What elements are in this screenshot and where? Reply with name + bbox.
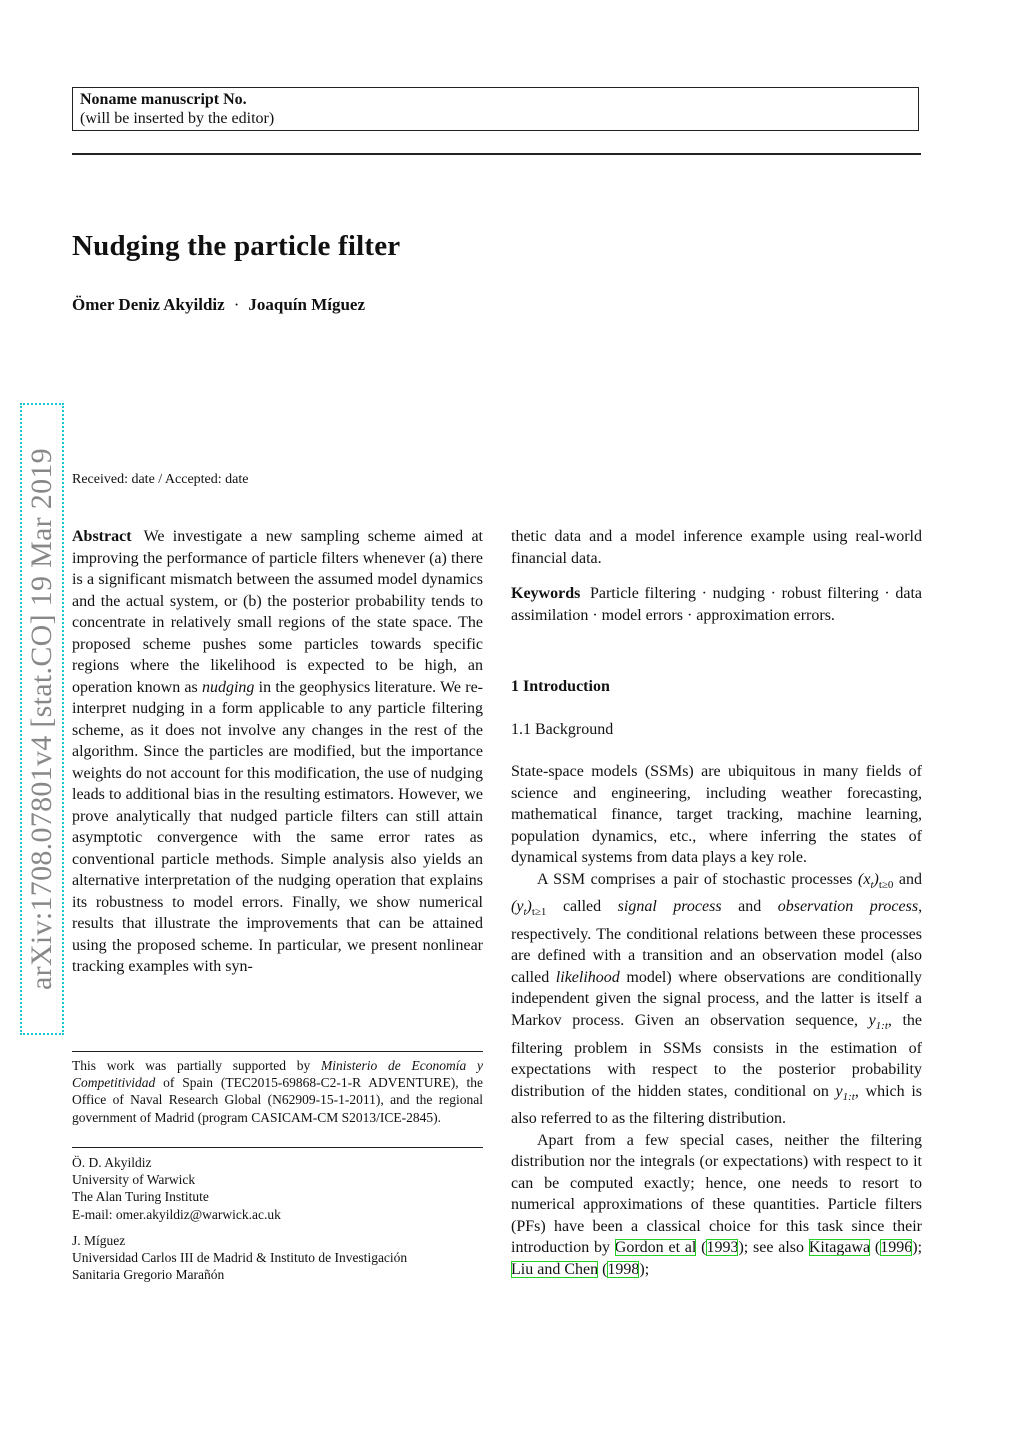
author-2: Joaquín Míguez bbox=[248, 295, 366, 314]
citation-liu-chen[interactable]: Liu and Chen bbox=[511, 1260, 599, 1278]
citation-gordon[interactable]: Gordon et al bbox=[614, 1239, 697, 1257]
email-link[interactable]: E-mail: omer.akyildiz@warwick.ac.uk bbox=[72, 1206, 281, 1222]
arxiv-stamp[interactable]: arXiv:1708.07801v4 [stat.CO] 19 Mar 2019 bbox=[25, 448, 58, 990]
right-column bbox=[511, 526, 922, 1280]
keywords-text: Particle filtering · nudging · robust filtering · data assimilation · model errors · approximation errors. bbox=[511, 585, 923, 624]
section-heading: 1 Introduction bbox=[511, 678, 610, 695]
abstract-text-2: in the geophysics literature. We re-interpret nudging in a form applicable to any particle filtering scheme, as it does not involve any changes in the rest of the algorithm. Since the particles are modified, but the importance weights do not account for this modification, the use of nudging leads to additional bias in the resulting estimators. However, we prove analytically that nudged particle filters can still attain asymptotic convergence with the same error rates as conventional particle methods. Simple analysis also yields an alternative interpretation of the nudging operation that explains its robustness to model errors. Finally, we show numerical results that illustrate the improvements that can be attained using the proposed scheme. In particular, we present nonlinear tracking examples with syn- bbox=[72, 678, 484, 975]
abstract bbox=[72, 526, 483, 978]
author-separator: · bbox=[233, 295, 240, 314]
intro-paragraph-1: State-space models (SSMs) are ubiquitous in many fields of science and engineering, including weather forecasting, mathematical finance, target tracking, machine learning, population dynamics, etc., where inferring the states of dynamical systems from data plays a key role. bbox=[511, 763, 922, 866]
author-1: Ömer Deniz Akyildiz bbox=[72, 295, 225, 314]
manuscript-box bbox=[72, 87, 919, 131]
affiliation-miguez: J. Míguez Universidad Carlos III de Madrid & Instituto de Investigación Sanitaria Gregorio Marañón bbox=[72, 1233, 408, 1283]
affiliation-rule bbox=[72, 1147, 483, 1148]
affiliation-akyildiz: Ö. D. Akyildiz University of Warwick The Alan Turing Institute E-mail: omer.akyildiz@warwick.ac.uk bbox=[72, 1155, 281, 1222]
funding-footnote: This work was partially supported by Ministerio de Economía y Competitividad of Spain (TEC2015-69868-C2-1-R ADVENTURE), the Office of Naval Research Global (N62909-15-1-2011), and the regional government of Madrid (program CASICAM-CM S2013/ICE-2845). bbox=[72, 1058, 484, 1125]
citation-kitagawa-year[interactable]: 1996 bbox=[880, 1239, 913, 1257]
footnote-rule bbox=[72, 1051, 483, 1052]
abstract-text-1: We investigate a new sampling scheme aimed at improving the performance of particle filters whenever (a) there is a significant mismatch between the assumed model dynamics and the actual system, or (b) the posterior probability tends to concentrate in relatively small regions of the state space. The proposed scheme pushes some particles towards specific regions where the likelihood is expected to be high, an operation known as bbox=[72, 528, 483, 696]
keywords bbox=[511, 583, 922, 626]
abstract-emph: nudging bbox=[201, 678, 255, 696]
citation-gordon-year[interactable]: 1993 bbox=[706, 1239, 739, 1257]
header-rule bbox=[72, 153, 921, 155]
abstract-label: Abstract bbox=[72, 528, 132, 545]
intro-paragraph-2: A SSM comprises a pair of stochastic processes $(x_t)_{t\ge 0}$ and $(y_t)_{t\ge 1}$ called signal process and observation process, respectively. The conditional relations between these processes are defined with a transition and an observation model (also called likelihood model) where observations are conditionally independent given the signal process, and the latter is itself a Markov process. Given an observation sequence, $y_{1:t}$, the filtering problem in SSMs consists in the estimation of expectations with respect to the posterior probability distribution of the hidden states, conditional on $y_{1:t}$, which is also referred to as the filtering distribution. bbox=[511, 870, 923, 1128]
citation-liu-chen-year[interactable]: 1998 bbox=[607, 1260, 640, 1278]
keywords-label: Keywords bbox=[511, 585, 581, 602]
manuscript-note: (will be inserted by the editor) bbox=[80, 110, 275, 127]
subsection-heading: 1.1 Background bbox=[511, 720, 614, 738]
paper-title: Nudging the particle filter bbox=[72, 230, 401, 262]
author-list bbox=[72, 295, 365, 315]
citation-kitagawa[interactable]: Kitagawa bbox=[808, 1239, 871, 1257]
manuscript-number: Noname manuscript No. bbox=[80, 91, 247, 108]
intro-paragraph-3: Apart from a few special cases, neither the filtering distribution nor the integrals (or expectations) with respect to it can be computed exactly; hence, one needs to resort to numerical approximations of these quantities. Particle filters (PFs) have been a classical choice for this task since their introduction by Gordon et al (1993); see also Kitagawa (1996); Liu and Chen (1998); bbox=[511, 1131, 923, 1278]
abstract-continuation: thetic data and a model inference example using real-world financial data. bbox=[511, 528, 922, 567]
received-date: Received: date / Accepted: date bbox=[72, 472, 249, 487]
